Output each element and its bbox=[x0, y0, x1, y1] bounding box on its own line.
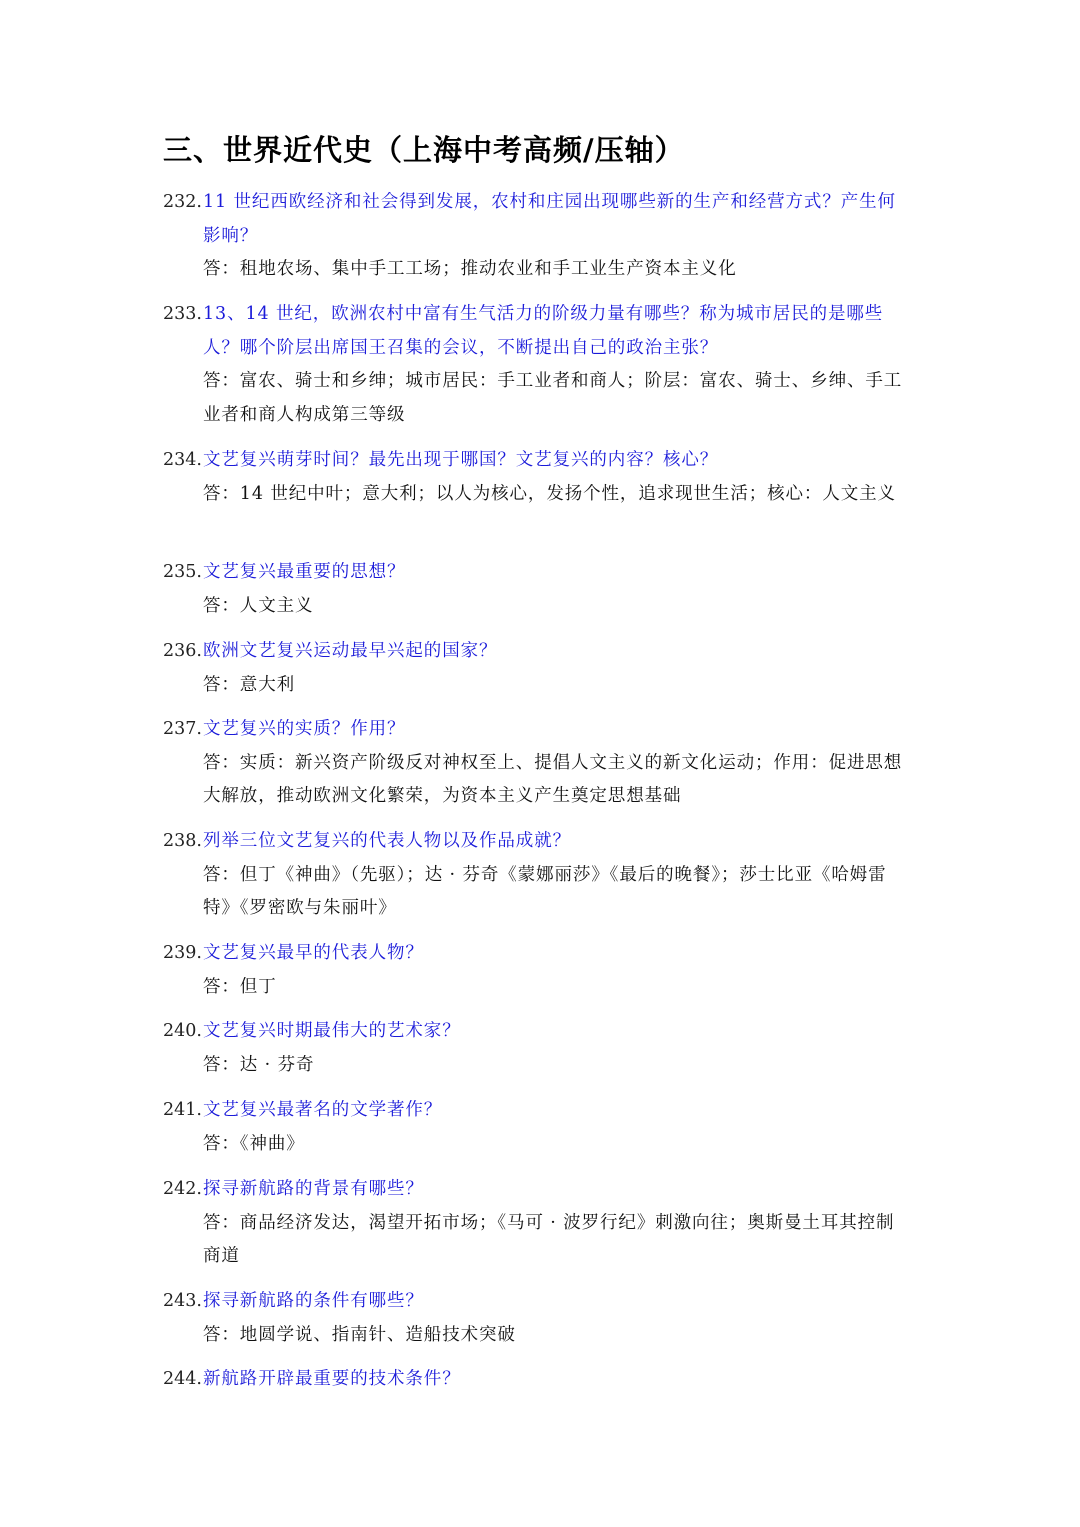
answer-text: 答：富农、骑士和乡绅；城市居民：手工业者和商人；阶层：富农、骑士、乡绅、手工业者和商人构成第三等级 bbox=[203, 371, 903, 425]
question-number: 241. bbox=[163, 1100, 202, 1120]
answer-text: 答：达 · 芬奇 bbox=[203, 1054, 315, 1075]
question-text: 文艺复兴时期最伟大的艺术家？ bbox=[203, 1021, 461, 1041]
question-text: 欧洲文艺复兴运动最早兴起的国家？ bbox=[203, 641, 498, 661]
question-number: 236. bbox=[163, 641, 202, 661]
question-number: 232. bbox=[163, 192, 202, 212]
question-text: 文艺复兴萌芽时间？最先出现于哪国？文艺复兴的内容？核心？ bbox=[203, 450, 719, 470]
qa-item-241 bbox=[163, 1094, 908, 1161]
answer-text: 答：《神曲》 bbox=[203, 1133, 305, 1154]
qa-item-232 bbox=[163, 186, 908, 287]
question-number: 243. bbox=[163, 1291, 202, 1311]
question-number: 237. bbox=[163, 719, 202, 739]
answer-text: 答：商品经济发达，渴望开拓市场；《马可 · 波罗行纪》刺激向往；奥斯曼土耳其控制商道 bbox=[203, 1212, 895, 1266]
qa-item-238 bbox=[163, 825, 908, 926]
question-text: 13、14 世纪，欧洲农村中富有生气活力的阶级力量有哪些？称为城市居民的是哪些人？哪个阶层出席国王召集的会议，不断提出自己的政治主张？ bbox=[203, 304, 884, 358]
question-text: 文艺复兴最重要的思想？ bbox=[203, 562, 406, 582]
question-number: 233. bbox=[163, 304, 202, 324]
question-number: 235. bbox=[163, 562, 202, 582]
qa-item-233 bbox=[163, 298, 908, 432]
answer-text: 答：14 世纪中叶；意大利；以人为核心，发扬个性，追求现世生活；核心：人文主义 bbox=[203, 483, 896, 504]
qa-item-236 bbox=[163, 635, 908, 702]
question-text: 探寻新航路的背景有哪些？ bbox=[203, 1179, 424, 1199]
answer-text: 答：实质：新兴资产阶级反对神权至上、提倡人文主义的新文化运动；作用：促进思想大解放，推动欧洲文化繁荣，为资本主义产生奠定思想基础 bbox=[203, 752, 903, 806]
question-number: 239. bbox=[163, 943, 202, 963]
question-text: 文艺复兴最著名的文学著作？ bbox=[203, 1100, 443, 1120]
answer-text: 答：意大利 bbox=[203, 674, 295, 695]
answer-text: 答：但丁 bbox=[203, 976, 277, 997]
question-text: 文艺复兴最早的代表人物？ bbox=[203, 943, 424, 963]
question-number: 234. bbox=[163, 450, 202, 470]
qa-item-235 bbox=[163, 556, 908, 623]
question-text: 探寻新航路的条件有哪些？ bbox=[203, 1291, 424, 1311]
qa-item-243 bbox=[163, 1285, 908, 1352]
question-text: 列举三位文艺复兴的代表人物以及作品成就？ bbox=[203, 831, 571, 851]
question-number: 242. bbox=[163, 1179, 202, 1199]
qa-item-244 bbox=[163, 1363, 908, 1397]
answer-text: 答：人文主义 bbox=[203, 595, 314, 616]
qa-item-242 bbox=[163, 1173, 908, 1274]
question-text: 11 世纪西欧经济和社会得到发展，农村和庄园出现哪些新的生产和经营方式？产生何影响？ bbox=[203, 192, 896, 246]
qa-item-237 bbox=[163, 713, 908, 814]
section-title: 三、世界近代史（上海中考高频/压轴） bbox=[163, 133, 685, 167]
answer-text: 答：地圆学说、指南针、造船技术突破 bbox=[203, 1324, 516, 1345]
qa-item-234 bbox=[163, 444, 908, 511]
question-number: 244. bbox=[163, 1369, 202, 1389]
answer-text: 答：租地农场、集中手工工场；推动农业和手工业生产资本主义化 bbox=[203, 259, 737, 279]
question-text: 新航路开辟最重要的技术条件？ bbox=[203, 1369, 461, 1389]
qa-item-239 bbox=[163, 937, 908, 1004]
question-text: 文艺复兴的实质？作用？ bbox=[203, 719, 406, 739]
answer-text: 答：但丁《神曲》（先驱）；达 · 芬奇《蒙娜丽莎》《最后的晚餐》；莎士比亚《哈姆雷特》《罗密欧与朱丽叶》 bbox=[203, 864, 887, 918]
qa-item-240 bbox=[163, 1015, 908, 1082]
question-number: 240. bbox=[163, 1021, 202, 1041]
question-number: 238. bbox=[163, 831, 202, 851]
